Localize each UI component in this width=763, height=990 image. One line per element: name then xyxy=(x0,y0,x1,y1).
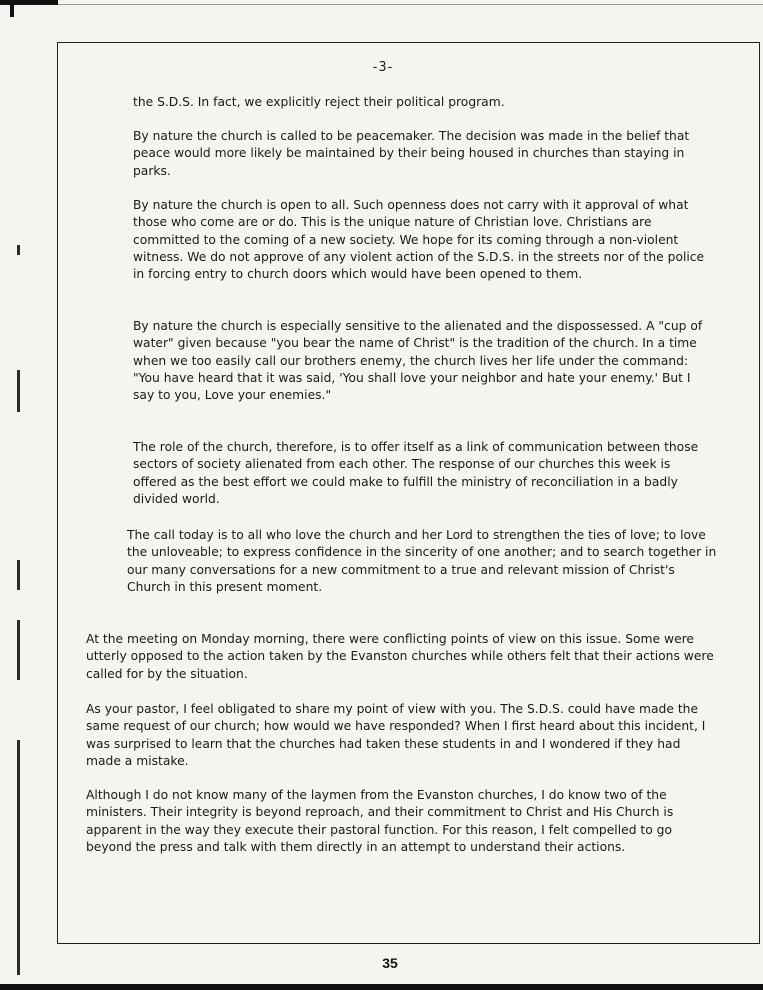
paragraph: At the meeting on Monday morning, there were conflicting points of view on this issue. Some were utterly opposed to the action taken by the Evanston churches while others felt that their actions were called for by the situation. xyxy=(86,632,714,681)
scan-edge-mark xyxy=(17,245,20,255)
scan-corner-tick xyxy=(10,5,14,17)
paragraph: By nature the church is open to all. Such openness does not carry with it approval of what those who come are or do. This is the unique nature of Christian love. Christians are committed to the coming of a new society. We hope for its coming through a non-violent witness. We do not approve of any violent action of the S.D.S. in the streets nor of the police in forcing entry to church doors which would have been opened to them. xyxy=(133,198,705,282)
scan-edge-mark xyxy=(17,370,20,412)
paragraph: The call today is to all who love the church and her Lord to strengthen the ties of love; to love the unloveable; to express confidence in the sincerity of one another; and to search together in our many conversations for a new commitment to a true and relevant mission of Christ's Church in this present moment. xyxy=(127,528,717,594)
scan-edge-mark xyxy=(17,620,20,680)
paragraph: The role of the church, therefore, is to offer itself as a link of communication between those sectors of society alienated from each other. The response of our churches this week is offered as the best effort we could make to fulfill the ministry of reconciliation in a badly divided world. xyxy=(133,440,699,506)
scan-top-hairline xyxy=(58,4,763,5)
paragraph: the S.D.S. In fact, we explicitly reject their political program. xyxy=(133,95,505,109)
paragraph: By nature the church is especially sensitive to the alienated and the dispossessed. A "cup of water" given because "you bear the name of Christ" is the tradition of the church. In a time when we too easily call our brothers enemy, the church lives her life under the command: "You have heard that it was said, 'You shall love your neighbor and hate your enemy.' But I say to you, Love your enemies." xyxy=(133,319,703,403)
paragraph: As your pastor, I feel obligated to share my point of view with you. The S.D.S. could have made the same request of our church; how would we have responded? When I first heard about this incident, I was surprised to learn that the churches had taken these students in and I wondered if they had made a mistake. xyxy=(86,702,706,768)
paragraph: Although I do not know many of the laymen from the Evanston churches, I do know two of the ministers. Their integrity is beyond reproach, and their commitment to Christ and His Church is apparent in the way they execute their pastoral function. For this reason, I felt compelled to go beyond the press and talk with them directly in an attempt to understand their actions. xyxy=(86,788,674,854)
page-marker: -3- xyxy=(372,60,394,75)
scan-edge-mark xyxy=(17,740,20,975)
paragraph: By nature the church is called to be peacemaker. The decision was made in the belief that peace would more likely be maintained by their being housed in churches than staying in parks. xyxy=(133,129,690,178)
folio-number: 35 xyxy=(382,955,398,971)
scan-edge-mark xyxy=(17,560,20,590)
scan-corner-mark xyxy=(0,0,58,5)
scan-bottom-edge xyxy=(0,984,763,990)
